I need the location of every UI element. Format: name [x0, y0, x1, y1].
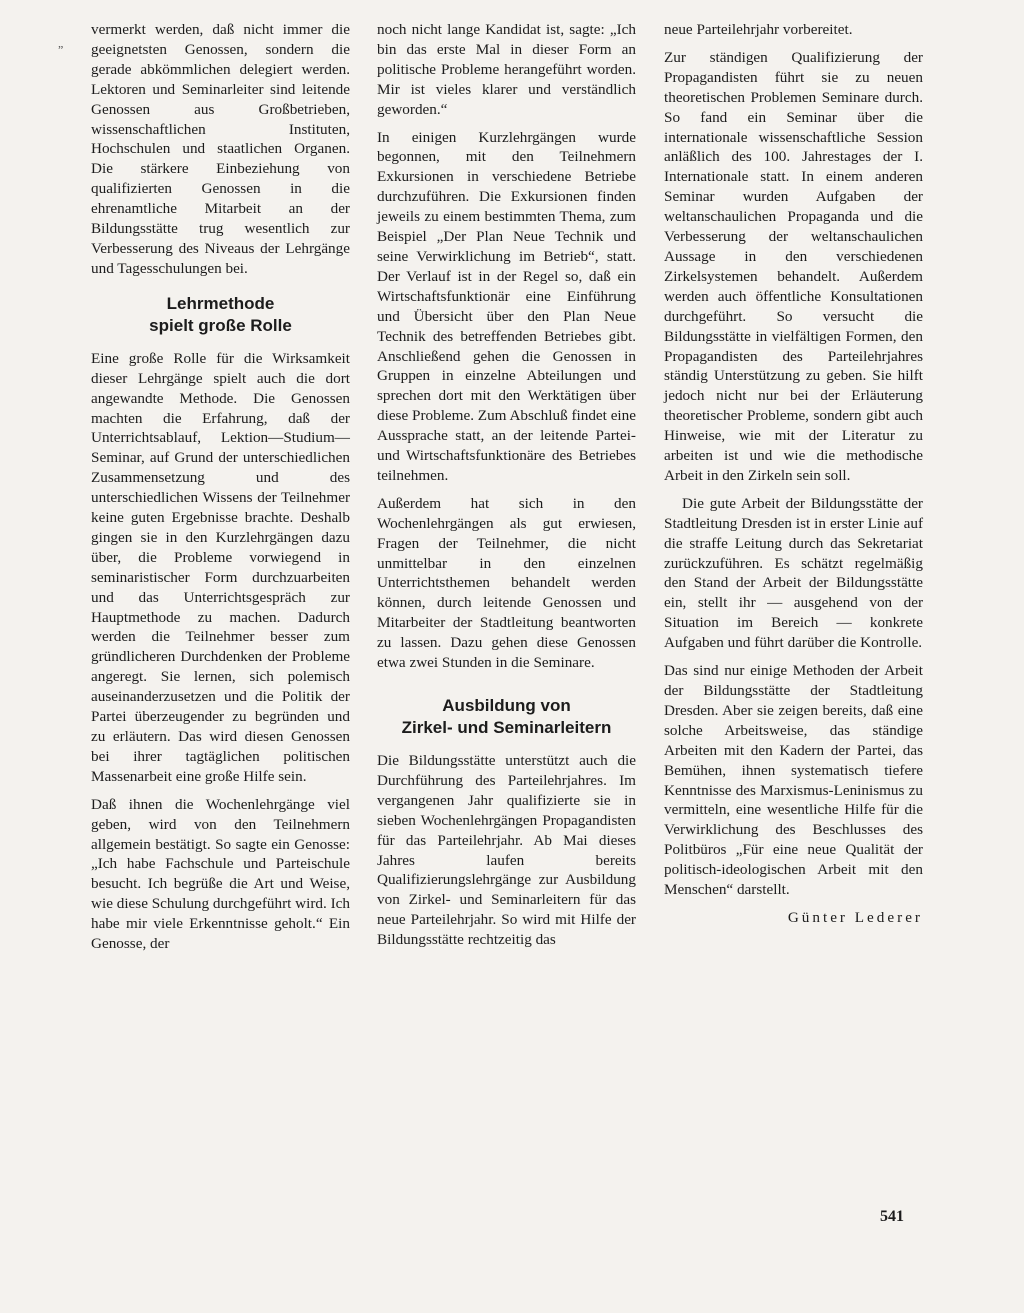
paragraph: Das sind nur einige Methoden der Arbeit der Bildungsstätte der Stadtleitung Dresden. Aber sie zeigen bereits, daß eine solche Arbeitsweise, das ständige Arbeiten mit den Kadern der Partei, das Bemühen, ihnen systematisch tiefere Kenntnisse des Marxismus-Leninismus zu vermitteln, eine wesentliche Hilfe für die Verwirklichung des Beschlusses des Politbüros „Für eine neue Qualität der politisch-ideologischen Arbeit mit den Menschen“ darstellt. [664, 662, 923, 899]
column-3 [664, 20, 923, 936]
section-heading: Lehrmethode spielt große Rolle [149, 293, 292, 335]
paragraph: Außerdem hat sich in den Wochenlehrgängen als gut erwiesen, Fragen der Teilnehmer, die nicht unmittelbar in den einzelnen Unterrichtsthemen behandelt werden können, durch leitende Genossen und Mitarbeiter der Stadtleitung beantworten zu lassen. Dazu gehen diese Genossen etwa zwei Stunden in die Seminare. [377, 494, 636, 672]
column-1 [91, 20, 350, 962]
paragraph: Zur ständigen Qualifizierung der Propagandisten führt sie zu neuen theoretischen Problemen Seminare durch. So fand ein Seminar über die internationale wissenschaftliche Session anläßlich des 100. Jahrestages der I. Internationale statt. In einem anderen Seminar wurden Aufgaben der weltanschaulichen Propaganda und die Verbesserung der weltanschaulichen Aussage in den verschiedenen Zirkelsystemen behandelt. Außerdem werden auch öffentliche Konsultationen durchgeführt. So versucht die Bildungsstätte in vielfältigen Formen, den Propagandisten des Parteilehrjahres ständig Unterstützung zu geben. Sie hilft jedoch nicht nur bei der Erläuterung theoretischer Probleme, sondern gibt auch Hinweise, wie mit der Literatur zu arbeiten ist und wie die methodische Arbeit in den Zirkeln sein soll. [664, 48, 923, 484]
paragraph: Eine große Rolle für die Wirksamkeit dieser Lehrgänge spielt auch die dort angewandte Methode. Die Genossen machten die Erfahrung, daß der Unterrichtsablauf, Lektion—Studium—Seminar, auf Grund der unterschiedlichen Zusammensetzung und des unterschiedlichen Wissens der Teilnehmer keine guten Ergebnisse brachte. Deshalb gingen sie in den Kurzlehrgängen dazu über, die Probleme vorwiegend in seminaristischer Form durchzuarbeiten und das Unterrichtsgespräch zur Hauptmethode zu machen. Dadurch werden die Teilnehmer besser zum gründlicheren Durchdenken der Probleme angeregt. Sie lernen, sich polemisch auseinanderzusetzen und die Politik der Partei überzeugender zu begründen und zu erläutern. Das wird diesen Genossen bei ihrer tagtäglichen politischen Massenarbeit eine große Hilfe sein. [91, 349, 350, 785]
paragraph: vermerkt werden, daß nicht immer die geeignetsten Genossen, sondern die gerade abkömmlichen delegiert werden. Lektoren und Seminarleiter sind leitende Genossen aus Großbetrieben, wissenschaftlichen Instituten, Hochschulen und staatlichen Organen. Die stärkere Einbeziehung von qualifizierten Genossen in die ehrenamtliche Mitarbeit an der Bildungsstätte trug wesentlich zur Verbesserung des Niveaus der Lehrgänge und Tagesschulungen bei. [91, 21, 350, 277]
author-signature: Günter Lederer [787, 908, 923, 926]
page-number: 541 [880, 1208, 904, 1225]
paragraph: neue Parteilehrjahr vorbereitet. [664, 21, 853, 38]
column-2 [377, 20, 636, 958]
paragraph: noch nicht lange Kandidat ist, sagte: „Ich bin das erste Mal in dieser Form an politische Probleme herangeführt worden. Mir ist vieles klarer und verständlich geworden.“ [377, 21, 636, 118]
scan-mark: „ [58, 36, 64, 50]
section-heading: Ausbildung von Zirkel- und Seminarleitern [401, 696, 612, 737]
paragraph: Die Bildungsstätte unterstützt auch die Durchführung des Parteilehrjahres. Im vergangenen Jahr qualifizierte sie in sieben Wochenlehrgängen Propagandisten für das Parteilehrjahr. Ab Mai dieses Jahres laufen bereits Qualifizierungslehrgänge zur Ausbildung von Zirkel- und Seminarleitern für das neue Parteilehrjahr. So wird mit Hilfe der Bildungsstätte rechtzeitig das [377, 752, 636, 949]
paragraph: Daß ihnen die Wochenlehrgänge viel geben, wird von den Teilnehmern allgemein bestätigt. So sagte ein Genosse: „Ich habe Fachschule und Parteischule besucht. Ich begrüße die Art und Weise, wie diese Schulung durchgeführt wird. Ich habe mir viele Erkenntnisse geholt.“ Ein Genosse, der [91, 795, 350, 953]
paragraph: In einigen Kurzlehrgängen wurde begonnen, mit den Teilnehmern Exkursionen in verschiedene Betriebe durchzuführen. Die Exkursionen finden jeweils zu einem bestimmten Thema, zum Beispiel „Der Plan Neue Technik und seine Verwirklichung im Betrieb“, statt. Der Verlauf ist in der Regel so, daß ein Wirtschaftsfunktionär eine Einführung und Übersicht über den Plan Neue Technik des betreffenden Betriebes gibt. Anschließend gehen die Genossen in Gruppen in einzelne Abteilungen und sprechen dort mit den Werktätigen über diese Probleme. Zum Abschluß findet eine Aussprache statt, an der leitende Partei- und Wirtschaftsfunktionäre des Betriebes teilnehmen. [377, 128, 636, 484]
paragraph: Die gute Arbeit der Bildungsstätte der Stadtleitung Dresden ist in erster Linie auf die straffe Leitung durch das Sekretariat zurückzuführen. Es schätzt regelmäßig den Stand der Arbeit der Bildungsstätte ein, stellt ihr — ausgehend von der Situation im Bereich — konkrete Aufgaben und führt darüber die Kontrolle. [664, 494, 923, 652]
